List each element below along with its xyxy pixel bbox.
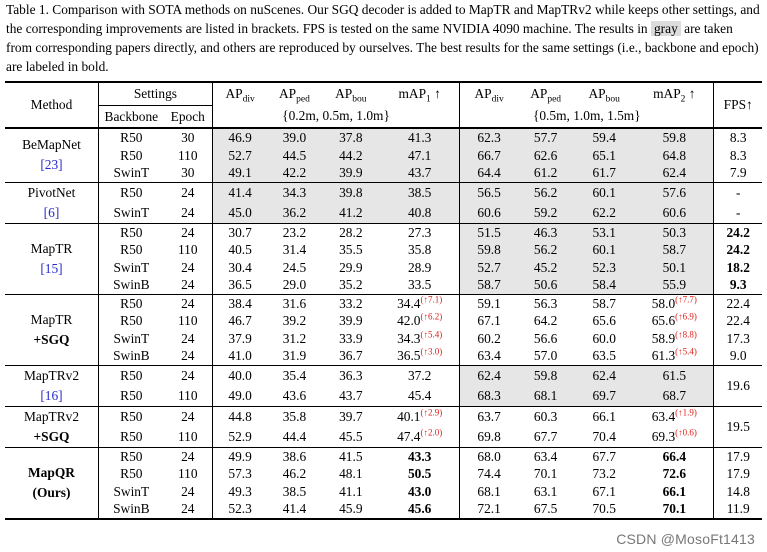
map1-cell: 28.9 (380, 259, 460, 277)
ap-bou-1-cell: 41.1 (339, 483, 363, 499)
epoch-cell: 24 (164, 500, 213, 519)
ap-div-2-cell: 60.2 (477, 330, 501, 346)
ap-bou-2-cell: 66.1 (573, 406, 635, 427)
map1-cell: $40.1^{(↑2.9)}$ (380, 406, 460, 427)
table-row (5, 447, 762, 465)
ap-bou-2-cell: 70.5 (573, 500, 635, 519)
ap-ped-1-cell: 31.4 (282, 242, 307, 257)
ap-bou-1-cell: 39.9 (322, 164, 381, 182)
ap-bou-1-cell: 33.2 (322, 294, 381, 312)
map1-cell: 47.1 (380, 147, 460, 165)
map1-cell: 40.8 (380, 203, 460, 224)
table-row (5, 427, 762, 448)
ap-bou-2-cell: 59.4 (573, 128, 635, 147)
caption-part1: Table 1. Comparison with SOTA methods on nuScenes. Our SGQ decoder is added to MapTR and MapTRv2 while keeps other settings, and the corresponding improvements are listed in brackets. FPS is tested on the same NVIDIA 4090 machine. The results in (6, 2, 760, 36)
ap-bou-2-cell: 67.7 (573, 447, 635, 465)
ap-ped-1-cell: 44.5 (267, 147, 321, 165)
ap-ped-2-cell: 67.7 (533, 428, 558, 444)
backbone-cell: R50 (98, 294, 163, 312)
citation-link[interactable]: [16] (40, 387, 63, 403)
method-name: MapTRv2 +SGQ (5, 406, 98, 447)
ap-bou-2-cell: 65.6 (592, 313, 616, 328)
backbone-cell: R50 (120, 428, 143, 444)
fps-cell: 19.5 (714, 406, 762, 447)
ap-ped-2-cell: 56.2 (518, 241, 573, 259)
ap-div-2-cell: 68.3 (460, 386, 518, 407)
caption-gray-word: gray (651, 21, 681, 36)
ap-bou-1-cell: 29.9 (339, 259, 363, 275)
ap-ped-1-cell: 42.2 (267, 164, 321, 182)
method-name: MapTRv2 [16] (5, 365, 98, 406)
map2-cell: 68.7 (635, 386, 714, 407)
ap-div-2-cell: 64.4 (460, 164, 518, 182)
method-name: BeMapNet [23] (5, 128, 98, 182)
map2-cell: $58.9^{(↑8.8)}$ (635, 330, 714, 348)
header-method: Method (5, 82, 98, 128)
epoch-cell: 110 (164, 241, 213, 259)
ap-div-1-cell: 49.9 (212, 447, 267, 465)
header-ap-ped-1: $AP_{ped}$ (267, 82, 321, 105)
header-ap-div-1: $AP_{div}$ (212, 82, 267, 105)
ap-div-1-cell: 49.0 (228, 387, 252, 403)
header-ap-bou-2: $AP_{bou}$ (573, 82, 635, 105)
ap-bou-1-cell: 33.9 (339, 330, 363, 346)
ap-ped-1-cell: 31.6 (267, 294, 321, 312)
epoch-cell: 110 (164, 147, 213, 165)
epoch-cell: 24 (164, 330, 213, 348)
map2-cell: $69.3^{(↑0.6)}$ (635, 427, 714, 448)
table-row (5, 465, 762, 483)
backbone-cell: SwinT (113, 204, 150, 220)
map1-cell: $47.4^{(↑2.0)}$ (380, 427, 460, 448)
header-threshold-1: {0.2m, 0.5m, 1.0m} (212, 105, 459, 128)
improvement-label: (↑5.4) (675, 346, 697, 357)
ap-bou-2-cell: 62.2 (573, 203, 635, 224)
table-row (5, 276, 762, 294)
backbone-cell: R50 (120, 313, 143, 328)
map1-cell: $34.4^{(↑7.1)}$ (380, 294, 460, 312)
epoch-cell: 24 (164, 447, 213, 465)
ap-ped-2-cell: 60.3 (518, 406, 573, 427)
fps-cell: 14.8 (726, 483, 750, 499)
epoch-cell: 24 (164, 203, 213, 224)
table-row (5, 347, 762, 365)
map1-cell: 45.4 (380, 386, 460, 407)
comparison-table (5, 81, 762, 520)
fps-cell: 9.0 (729, 348, 747, 363)
map2-cell: 70.1 (635, 500, 714, 519)
ap-div-2-cell: 68.1 (477, 483, 501, 499)
ap-div-2-cell: 74.4 (477, 466, 501, 481)
caption-part2: are taken from corresponding papers directly, and others are reproduced by ourselves. The best results for the same settings (i.e., backbone and epoch) are labeled in bold. (6, 21, 759, 74)
ap-div-1-cell: 57.3 (228, 466, 252, 481)
map1-cell: 38.5 (380, 182, 460, 203)
ap-ped-2-cell: 46.3 (518, 223, 573, 241)
table-row (5, 500, 762, 519)
map2-cell: $61.3^{(↑5.4)}$ (635, 347, 714, 365)
table-row (5, 406, 762, 427)
improvement-label: (↑3.0) (420, 346, 443, 357)
improvement-label: (↑6.2) (420, 311, 443, 322)
ap-bou-1-cell: 28.2 (322, 223, 381, 241)
epoch-cell: 110 (164, 312, 213, 330)
ap-div-1-cell: 40.5 (228, 242, 252, 257)
epoch-cell: 24 (164, 276, 213, 294)
ap-ped-1-cell: 29.0 (282, 277, 307, 292)
map1-cell: $36.5^{(↑3.0)}$ (380, 347, 460, 365)
map1-cell: 43.7 (380, 164, 460, 182)
ap-ped-2-cell: 56.3 (518, 294, 573, 312)
ap-bou-1-cell: 35.5 (339, 242, 363, 257)
map2-cell: 58.7 (635, 241, 714, 259)
ap-div-1-cell: 49.1 (212, 164, 267, 182)
ap-bou-2-cell: 58.7 (573, 294, 635, 312)
table-row (5, 147, 762, 165)
fps-cell: - (735, 204, 741, 220)
ap-ped-2-cell: 56.2 (518, 182, 573, 203)
ap-bou-2-cell: 65.1 (573, 147, 635, 165)
improvement-label: (↑7.7) (675, 294, 697, 305)
ap-bou-1-cell: 35.2 (339, 277, 363, 292)
table-row (5, 182, 762, 203)
ap-ped-2-cell: 45.2 (518, 259, 573, 277)
ap-ped-2-cell: 56.6 (533, 330, 558, 346)
citation-link[interactable]: [6] (43, 204, 60, 220)
ap-bou-1-cell: 48.1 (339, 466, 363, 481)
epoch-cell: 24 (164, 483, 213, 501)
ap-ped-2-cell: 67.5 (518, 500, 573, 519)
ap-div-1-cell: 49.3 (228, 483, 252, 499)
epoch-cell: 24 (164, 259, 213, 277)
epoch-cell: 24 (164, 294, 213, 312)
ap-ped-2-cell: 50.6 (518, 276, 573, 294)
header-map2: mAP$_2$ ↑ (635, 82, 714, 105)
map2-cell: 61.5 (635, 365, 714, 386)
ap-div-2-cell: 69.8 (477, 428, 501, 444)
backbone-cell: SwinB (113, 348, 150, 363)
table-caption (6, 0, 761, 76)
ap-ped-2-cell: 63.4 (518, 447, 573, 465)
ap-div-1-cell: 52.7 (212, 147, 267, 165)
ap-div-2-cell: 66.7 (460, 147, 518, 165)
table-row (5, 128, 762, 147)
ap-div-1-cell: 41.4 (212, 182, 267, 203)
ap-bou-2-cell: 67.1 (592, 483, 616, 499)
backbone-cell: R50 (120, 147, 143, 163)
ap-ped-1-cell: 31.9 (282, 348, 307, 363)
table-row (5, 223, 762, 241)
ap-ped-2-cell: 57.0 (533, 348, 558, 363)
ap-bou-2-cell: 52.3 (573, 259, 635, 277)
epoch-cell: 110 (164, 427, 213, 448)
epoch-cell: 24 (164, 347, 213, 365)
ap-div-2-cell: 62.3 (460, 128, 518, 147)
table-row (5, 483, 762, 501)
fps-cell: 24.2 (726, 242, 750, 257)
ap-div-2-cell: 67.1 (477, 313, 501, 328)
backbone-cell: R50 (120, 466, 143, 481)
method-name: MapTR [15] (5, 223, 98, 294)
table-row (5, 241, 762, 259)
fps-cell: 8.3 (729, 147, 747, 163)
header-backbone: Backbone (98, 105, 163, 128)
map1-cell: $34.3^{(↑5.4)}$ (380, 330, 460, 348)
table-row (5, 365, 762, 386)
ap-bou-2-cell: 70.4 (592, 428, 616, 444)
improvement-label: (↑2.0) (420, 427, 443, 438)
map1-cell: 27.3 (380, 223, 460, 241)
ap-bou-1-cell: 36.7 (339, 348, 363, 363)
ap-div-2-cell: 68.0 (460, 447, 518, 465)
fps-cell: 18.2 (726, 259, 750, 275)
ap-div-1-cell: 46.7 (228, 313, 252, 328)
fps-cell: 11.9 (714, 500, 762, 519)
epoch-cell: 30 (164, 164, 213, 182)
fps-cell: 17.3 (726, 330, 750, 346)
ap-bou-1-cell: 41.2 (322, 203, 381, 224)
header-settings: Settings (98, 82, 212, 105)
improvement-label: (↑6.9) (675, 311, 697, 322)
table-row (5, 386, 762, 407)
ap-ped-1-cell: 43.6 (282, 387, 307, 403)
ap-bou-1-cell: 45.5 (339, 428, 363, 444)
ap-bou-2-cell: 58.4 (573, 276, 635, 294)
epoch-cell: 110 (164, 386, 213, 407)
ap-bou-1-cell: 43.7 (339, 387, 363, 403)
ap-div-1-cell: 30.7 (212, 223, 267, 241)
ap-bou-2-cell: 63.5 (592, 348, 616, 363)
ap-div-2-cell: 58.7 (460, 276, 518, 294)
ap-ped-2-cell: 61.2 (518, 164, 573, 182)
table-row (5, 203, 762, 224)
map2-cell: 55.9 (635, 276, 714, 294)
map1-cell: 33.5 (380, 276, 460, 294)
map2-cell: 66.4 (635, 447, 714, 465)
map1-cell: 35.8 (380, 241, 460, 259)
table-row (5, 259, 762, 277)
backbone-cell: R50 (120, 387, 143, 403)
ap-bou-2-cell: 69.7 (573, 386, 635, 407)
header-map1: mAP$_1$ ↑ (380, 82, 460, 105)
epoch-cell: 24 (164, 365, 213, 386)
backbone-cell: SwinB (98, 500, 163, 519)
citation-link[interactable]: [23] (40, 157, 63, 173)
map1-cell: 43.0 (380, 483, 460, 501)
fps-cell: 22.4 (726, 313, 750, 328)
ap-div-1-cell: 37.9 (228, 330, 252, 346)
header-ap-div-2: $AP_{div}$ (460, 82, 518, 105)
epoch-cell: 24 (164, 223, 213, 241)
ap-div-1-cell: 46.9 (212, 128, 267, 147)
ap-bou-1-cell: 39.8 (322, 182, 381, 203)
backbone-cell: SwinT (113, 259, 150, 275)
ap-ped-1-cell: 34.3 (267, 182, 321, 203)
map2-cell: 59.8 (635, 128, 714, 147)
map2-cell: 62.4 (635, 164, 714, 182)
ap-bou-1-cell: 37.8 (322, 128, 381, 147)
ap-bou-1-cell: 39.9 (339, 313, 363, 328)
header-epoch: Epoch (164, 105, 213, 128)
fps-cell: 17.9 (714, 447, 762, 465)
ap-div-2-cell: 63.7 (460, 406, 518, 427)
ap-div-1-cell: 40.0 (212, 365, 267, 386)
ap-ped-1-cell: 39.2 (282, 313, 307, 328)
table-row (5, 330, 762, 348)
ap-bou-1-cell: 39.7 (322, 406, 381, 427)
ap-ped-1-cell: 46.2 (282, 466, 307, 481)
header-fps: FPS↑ (714, 82, 762, 128)
ap-ped-2-cell: 57.7 (518, 128, 573, 147)
ap-ped-2-cell: 63.1 (533, 483, 558, 499)
ap-bou-2-cell: 61.7 (573, 164, 635, 182)
ap-div-2-cell: 63.4 (477, 348, 501, 363)
improvement-label: (↑1.9) (675, 407, 697, 418)
header-ap-bou-1: $AP_{bou}$ (322, 82, 381, 105)
ap-bou-2-cell: 60.1 (573, 182, 635, 203)
ap-ped-1-cell: 38.5 (282, 483, 307, 499)
ap-ped-2-cell: 64.2 (533, 313, 558, 328)
ap-div-2-cell: 59.8 (460, 241, 518, 259)
ap-bou-2-cell: 53.1 (573, 223, 635, 241)
ap-ped-1-cell: 35.4 (267, 365, 321, 386)
backbone-cell: SwinT (113, 330, 150, 346)
map2-cell: $63.4^{(↑1.9)}$ (635, 406, 714, 427)
citation-link[interactable]: [15] (40, 260, 63, 276)
method-name: MapTR +SGQ (5, 294, 98, 365)
map1-cell: 37.2 (380, 365, 460, 386)
improvement-label: (↑0.6) (675, 427, 697, 438)
ap-div-2-cell: 52.7 (460, 259, 518, 277)
ap-bou-1-cell: 41.5 (322, 447, 381, 465)
backbone-cell: R50 (98, 182, 163, 203)
method-name: PivotNet [6] (5, 182, 98, 223)
ap-ped-2-cell: 70.1 (533, 466, 558, 481)
ap-div-1-cell: 44.8 (212, 406, 267, 427)
map1-cell: 50.5 (380, 465, 460, 483)
table-row (5, 294, 762, 312)
epoch-cell: 24 (164, 406, 213, 427)
ap-ped-1-cell: 36.2 (267, 203, 321, 224)
epoch-cell: 30 (164, 128, 213, 147)
ap-div-1-cell: 52.3 (212, 500, 267, 519)
fps-cell: 17.9 (726, 466, 750, 481)
ap-ped-2-cell: 59.2 (518, 203, 573, 224)
fps-cell: 7.9 (729, 165, 747, 180)
method-name: MapQR (Ours) (5, 447, 98, 519)
ap-div-2-cell: 59.1 (460, 294, 518, 312)
ap-bou-1-cell: 45.9 (322, 500, 381, 519)
table-row (5, 164, 762, 182)
map2-cell: 50.3 (635, 223, 714, 241)
header-threshold-2: {0.5m, 1.0m, 1.5m} (460, 105, 714, 128)
ap-bou-2-cell: 73.2 (592, 466, 616, 481)
ap-div-1-cell: 41.0 (228, 348, 252, 363)
ap-bou-1-cell: 36.3 (322, 365, 381, 386)
fps-cell: 24.2 (714, 223, 762, 241)
map2-cell: $58.0^{(↑7.7)}$ (635, 294, 714, 312)
map2-cell: $65.6^{(↑6.9)}$ (635, 312, 714, 330)
ap-ped-1-cell: 23.2 (267, 223, 321, 241)
map2-cell: 64.8 (635, 147, 714, 165)
improvement-label: (↑8.8) (675, 329, 697, 340)
ap-ped-2-cell: 68.1 (518, 386, 573, 407)
map1-cell: 45.6 (380, 500, 460, 519)
backbone-cell: SwinT (113, 165, 150, 180)
map2-cell: 72.6 (635, 465, 714, 483)
improvement-label: (↑7.1) (420, 294, 443, 305)
ap-ped-2-cell: 62.6 (518, 147, 573, 165)
ap-ped-1-cell: 44.4 (282, 428, 307, 444)
fps-cell: 19.6 (714, 365, 762, 406)
ap-bou-2-cell: 60.1 (573, 241, 635, 259)
ap-div-2-cell: 56.5 (460, 182, 518, 203)
map2-cell: 60.6 (635, 203, 714, 224)
map1-cell: 43.3 (380, 447, 460, 465)
ap-ped-1-cell: 38.6 (267, 447, 321, 465)
map1-cell: 41.3 (380, 128, 460, 147)
backbone-cell: SwinT (113, 483, 150, 499)
epoch-cell: 110 (164, 465, 213, 483)
watermark: CSDN @MosoFt1413 (616, 531, 755, 547)
header-ap-ped-2: $AP_{ped}$ (518, 82, 573, 105)
ap-div-1-cell: 45.0 (212, 203, 267, 224)
ap-div-1-cell: 30.4 (228, 259, 252, 275)
backbone-cell: R50 (120, 242, 143, 257)
backbone-cell: R50 (98, 447, 163, 465)
ap-bou-1-cell: 44.2 (322, 147, 381, 165)
fps-cell: 8.3 (729, 130, 747, 145)
ap-ped-1-cell: 35.8 (267, 406, 321, 427)
ap-bou-2-cell: 62.4 (573, 365, 635, 386)
table-row (5, 312, 762, 330)
ap-div-2-cell: 62.4 (460, 365, 518, 386)
fps-cell: 22.4 (714, 294, 762, 312)
fps-cell: 9.3 (729, 277, 747, 292)
ap-ped-1-cell: 24.5 (282, 259, 307, 275)
map1-cell: $42.0^{(↑6.2)}$ (380, 312, 460, 330)
ap-bou-2-cell: 60.0 (592, 330, 616, 346)
backbone-cell: R50 (98, 406, 163, 427)
fps-cell: - (714, 182, 762, 203)
ap-div-2-cell: 60.6 (460, 203, 518, 224)
map2-cell: 50.1 (635, 259, 714, 277)
ap-ped-1-cell: 31.2 (282, 330, 307, 346)
map2-cell: 57.6 (635, 182, 714, 203)
backbone-cell: SwinB (113, 277, 150, 292)
ap-div-2-cell: 72.1 (460, 500, 518, 519)
improvement-label: (↑5.4) (420, 329, 443, 340)
ap-ped-1-cell: 39.0 (267, 128, 321, 147)
ap-div-2-cell: 51.5 (460, 223, 518, 241)
backbone-cell: R50 (98, 223, 163, 241)
backbone-cell: R50 (98, 365, 163, 386)
epoch-cell: 24 (164, 182, 213, 203)
ap-div-1-cell: 36.5 (228, 277, 252, 292)
ap-ped-1-cell: 41.4 (267, 500, 321, 519)
ap-ped-2-cell: 59.8 (518, 365, 573, 386)
ap-div-1-cell: 52.9 (228, 428, 252, 444)
improvement-label: (↑2.9) (420, 407, 443, 418)
backbone-cell: R50 (120, 130, 143, 145)
ap-div-1-cell: 38.4 (212, 294, 267, 312)
map2-cell: 66.1 (635, 483, 714, 501)
